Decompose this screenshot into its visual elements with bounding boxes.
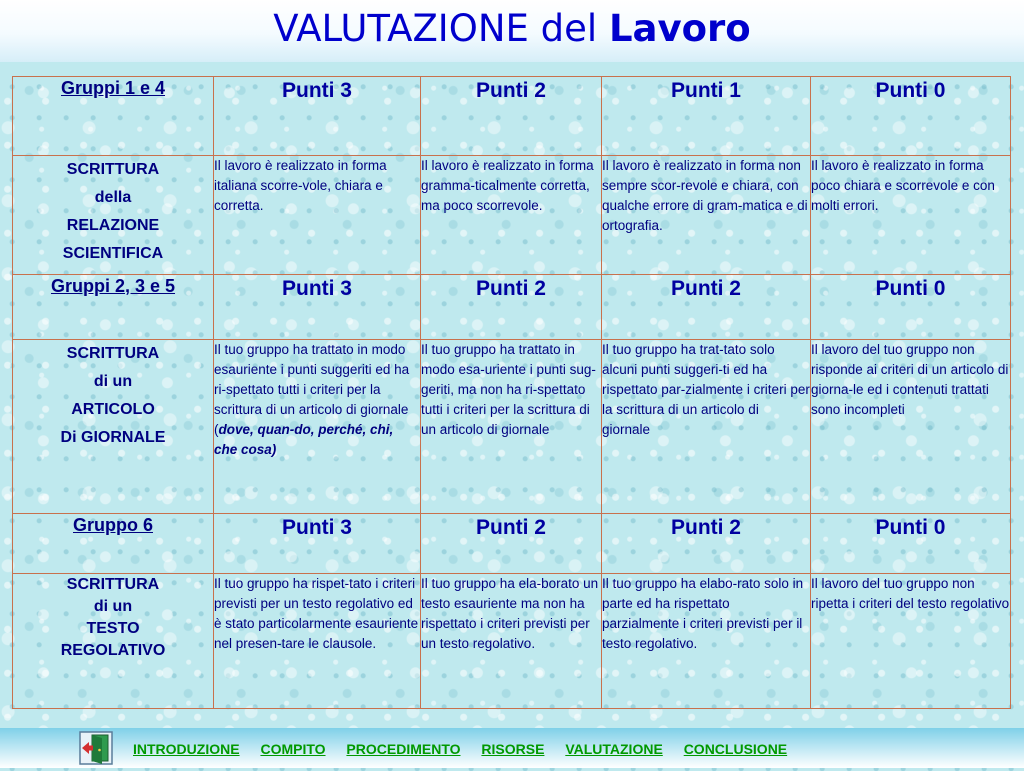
points-cell — [811, 514, 1011, 574]
points-label: Punti 3 — [281, 277, 352, 300]
rubric-criteria-row — [13, 156, 1011, 275]
exit-door-icon[interactable] — [78, 730, 114, 766]
title-bar — [0, 0, 1024, 62]
points-label: Punti 2 — [670, 277, 741, 300]
points-label: Punti 3 — [281, 516, 352, 539]
rubric-header-row — [13, 514, 1011, 574]
nav-link-procedimento[interactable]: PROCEDIMENTO — [346, 741, 461, 757]
category-line: SCRITTURA — [66, 345, 160, 362]
criteria-description: Il lavoro del tuo gruppo non risponde ai criteri di un articolo di giorna-le ed i contenuti trattati sono incompleti — [811, 342, 1009, 417]
title-part-del: del — [540, 7, 598, 50]
description-cell — [811, 340, 1011, 514]
description-cell — [602, 156, 811, 275]
criteria-description: Il tuo gruppo ha trat-tato solo alcuni punti suggeri-ti ed ha rispettato par-zialmente i criteri per la scrittura di un articolo di giornale — [602, 342, 810, 437]
description-cell — [811, 574, 1011, 709]
description-cell — [811, 156, 1011, 275]
rubric-criteria-row — [13, 340, 1011, 514]
points-cell — [602, 77, 811, 156]
nav-links — [133, 741, 804, 757]
title-part-lavoro: Lavoro — [608, 7, 751, 50]
criteria-description: Il tuo gruppo ha rispet-tato i criteri previsti per un testo regolativo ed è stato particolarmente esauriente nel presen-tare le clausole. — [214, 576, 419, 651]
nav-link-valutazione[interactable]: VALUTAZIONE — [565, 741, 663, 757]
description-cell — [421, 340, 602, 514]
criteria-description: Il tuo gruppo ha trattato in modo esa-uriente i punti sug-geriti, ma non ha ri-spettato tutti i criteri per la scrittura di un articolo di giornale — [421, 342, 596, 437]
description-cell — [214, 156, 421, 275]
criteria-description-text: Il tuo gruppo ha trattato in modo esauriente i punti suggeriti ed ha ri-spettato tutti i criteri per la scrittura di un articolo di giornale ( — [214, 342, 410, 437]
rubric-criteria-row — [13, 574, 1011, 709]
points-cell — [602, 514, 811, 574]
criteria-description: Il lavoro è realizzato in forma gramma-ticalmente corretta, ma poco scorrevole. — [421, 158, 594, 213]
points-label: Punti 2 — [475, 79, 546, 102]
points-label: Punti 0 — [875, 277, 946, 300]
points-label: Punti 3 — [281, 79, 352, 102]
description-cell — [214, 574, 421, 709]
points-cell — [421, 77, 602, 156]
criteria-description: Il tuo gruppo ha elabo-rato solo in parte ed ha rispettato parzialmente i criteri previsti per il testo regolativo. — [602, 576, 804, 651]
page-title — [0, 0, 1024, 58]
criteria-description: Il lavoro del tuo gruppo non ripetta i criteri del testo regolativo — [811, 576, 1010, 611]
rubric-header-row — [13, 275, 1011, 340]
nav-link-conclusione[interactable]: CONCLUSIONE — [683, 741, 788, 757]
nav-link-introduzione[interactable]: INTRODUZIONE — [133, 741, 240, 757]
points-cell — [811, 77, 1011, 156]
points-label: Punti 2 — [475, 277, 546, 300]
points-label: Punti 0 — [875, 516, 946, 539]
category-cell — [13, 156, 214, 275]
nav-link-risorse[interactable]: RISORSE — [481, 741, 545, 757]
points-cell — [421, 514, 602, 574]
category-cell — [13, 574, 214, 709]
group-cell — [13, 77, 214, 156]
points-cell — [214, 275, 421, 340]
category-line: SCRITTURA — [66, 576, 160, 593]
evaluation-rubric-table — [12, 76, 1011, 709]
description-cell — [602, 340, 811, 514]
description-cell — [421, 156, 602, 275]
criteria-description: Il tuo gruppo ha ela-borato un testo esauriente ma non ha rispettato i criteri previsti per un testo regolativo. — [421, 576, 599, 651]
category-cell — [13, 340, 214, 514]
criteria-description-emphasis: dove, quan-do, perché, chi, che cosa) — [214, 422, 394, 457]
criteria-description: Il lavoro è realizzato in forma non sempre scor-revole e chiara, con qualche errore di gram-matica e di ortografia. — [602, 158, 808, 233]
group-label: Gruppi 2, 3 e 5 — [50, 276, 176, 296]
category-line: ARTICOLO — [71, 401, 155, 418]
category-line: SCIENTIFICA — [62, 245, 164, 262]
description-cell — [421, 574, 602, 709]
category-line: di un — [93, 598, 133, 615]
points-cell — [811, 275, 1011, 340]
points-cell — [214, 514, 421, 574]
points-cell — [214, 77, 421, 156]
navigation-bar — [0, 728, 1024, 768]
category-line: SCRITTURA — [66, 161, 160, 178]
category-line: TESTO — [86, 620, 140, 637]
category-line: di un — [93, 373, 133, 390]
criteria-description: Il lavoro è realizzato in forma italiana scorre-vole, chiara e corretta. — [214, 158, 387, 213]
category-line: Di GIORNALE — [60, 429, 166, 446]
group-cell — [13, 275, 214, 340]
description-cell — [602, 574, 811, 709]
points-label: Punti 0 — [875, 79, 946, 102]
group-label: Gruppi 1 e 4 — [60, 78, 166, 98]
category-line: REGOLATIVO — [60, 642, 166, 659]
points-cell — [602, 275, 811, 340]
category-line: della — [94, 189, 132, 206]
nav-link-compito[interactable]: COMPITO — [260, 741, 326, 757]
title-part-valutazione: VALUTAZIONE — [273, 7, 529, 50]
category-line: RELAZIONE — [66, 217, 160, 234]
points-cell — [421, 275, 602, 340]
rubric-header-row — [13, 77, 1011, 156]
criteria-description: Il lavoro è realizzato in forma poco chiara e scorrevole e con molti errori. — [811, 158, 995, 213]
group-cell — [13, 514, 214, 574]
points-label: Punti 2 — [670, 516, 741, 539]
points-label: Punti 1 — [670, 79, 741, 102]
description-cell — [214, 340, 421, 514]
criteria-description — [214, 340, 420, 460]
group-label: Gruppo 6 — [73, 515, 153, 535]
points-label: Punti 2 — [475, 516, 546, 539]
